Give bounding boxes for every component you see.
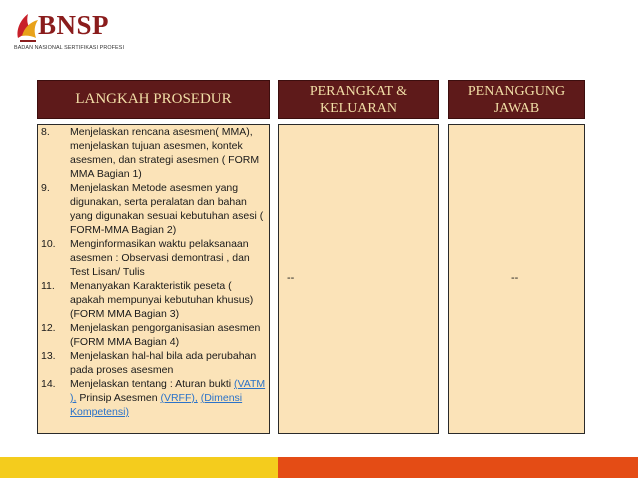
step-number: 14. [41,378,56,390]
step-number: 13. [41,350,56,362]
vrff-link[interactable]: (VRFF), [160,392,198,404]
dimensi-kompetensi-link[interactable]: (Dimensi Kompetensi) [70,392,243,418]
logo-subtitle: BADAN NASIONAL SERTIFIKASI PROFESI [14,45,125,51]
list-item [40,349,268,377]
step-number: 11. [41,280,55,292]
list-item [40,321,268,349]
step-text: Menginformasikan waktu pelaksanaan asesmen : Observasi demontrasi , dan Test Lisan/ Tulis [70,238,250,278]
step-number: 12. [41,322,56,334]
bnsp-logo [14,8,124,54]
footer-orange-band [278,457,638,478]
list-item [40,181,268,237]
perangkat-keluaran-cell [278,124,439,434]
penanggung-value: -- [511,272,519,284]
header-col2-line2: KELUARAN [320,100,397,116]
header-col2-line1: PERANGKAT & [309,83,408,99]
step-text: Menjelaskan pengorganisasian asesmen (FORM MMA Bagian 4) [70,322,261,348]
procedure-steps-list [40,125,268,419]
list-item [40,125,268,181]
list-item [40,377,268,419]
header-col3-line1: PENANGGUNG [467,83,566,99]
step-text-mid: Prinsip Asesmen [76,392,161,404]
step-text: Menjelaskan tentang : Aturan bukti [70,378,232,390]
list-item [40,279,268,321]
header-langkah-prosedur [37,80,270,119]
step-text: Menjelaskan rencana asesmen( MMA), menjelaskan tujuan asesmen, kontek asesmen, dan strategi asesmen ( FORM MMA Bagian 1) [70,126,260,180]
header-col3-line2: JAWAB [493,100,540,116]
footer-bar [0,457,638,478]
header-penanggung-jawab [448,80,585,119]
footer-yellow-band [0,457,278,478]
procedure-steps-cell [37,124,270,434]
perangkat-value: -- [287,272,295,284]
logo-brand: BNSP [38,10,110,40]
step-text: Menjelaskan Metode asesmen yang digunakan, serta peralatan dan bahan yang digunakan sesuai kebutuhan asesi ( FORM-MMA Bagian 2) [70,182,264,236]
step-text: Menanyakan Karakteristik peseta ( apakah mempunyai kebutuhan khusus) (FORM MMA Bagian 3) [70,280,254,320]
vatm-link[interactable]: (VATM ), [70,378,266,404]
header-perangkat-keluaran [278,80,439,119]
header-col1-label: LANGKAH PROSEDUR [75,91,232,107]
step-number: 9. [41,182,50,194]
step-text: Menjelaskan hal-hal bila ada perubahan pada proses asesmen [70,350,257,376]
step-number: 8. [41,126,50,138]
list-item [40,237,268,279]
step-number: 10. [41,238,56,250]
penanggung-jawab-cell [448,124,585,434]
